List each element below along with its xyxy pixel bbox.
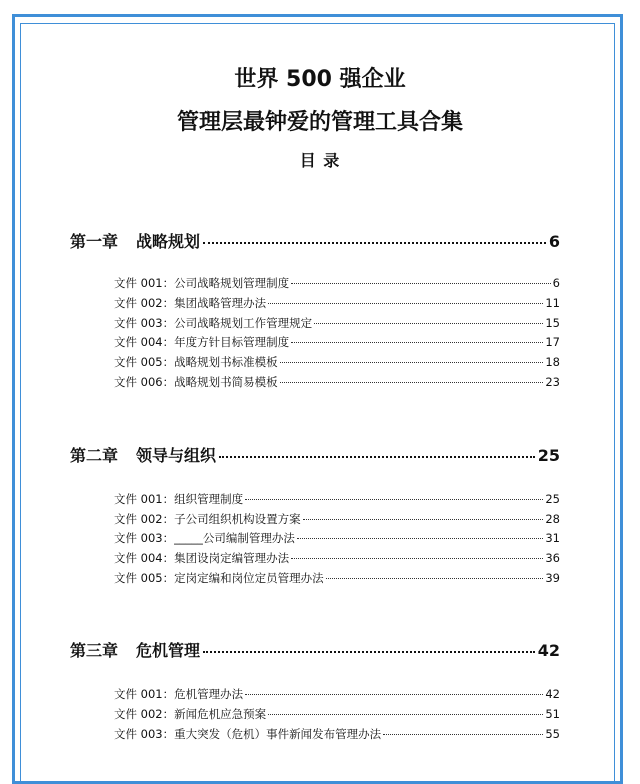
toc-entry[interactable] xyxy=(114,570,560,586)
chapter-3-heading[interactable] xyxy=(70,638,560,661)
entry-page: 55 xyxy=(545,727,560,741)
document-title: 世界 500 强企业 xyxy=(234,67,406,92)
entry-label: 文件 004：年度方针目标管理制度 xyxy=(114,335,290,349)
entry-label: 文件 005：定岗定编和岗位定员管理办法 xyxy=(114,571,324,585)
entry-label: 文件 002：集团战略管理办法 xyxy=(114,296,267,310)
entry-label: 文件 006：战略规划书简易模板 xyxy=(114,375,278,389)
entry-page: 31 xyxy=(545,531,560,545)
entry-page: 36 xyxy=(545,551,560,565)
toc-entry[interactable] xyxy=(114,686,560,702)
entry-label: 文件 004：集团设岗定编管理办法 xyxy=(114,551,290,565)
dot-leader xyxy=(245,694,543,695)
dot-leader xyxy=(203,651,535,653)
entry-label: 文件 002：子公司组织机构设置方案 xyxy=(114,512,301,526)
toc-entry[interactable] xyxy=(114,275,560,291)
toc-entry[interactable] xyxy=(114,374,560,390)
toc-entry[interactable] xyxy=(114,530,560,546)
chapter-page: 25 xyxy=(537,446,560,465)
entry-page: 18 xyxy=(545,355,560,369)
toc-entry[interactable] xyxy=(114,726,560,742)
dot-leader xyxy=(268,303,543,304)
toc-entry[interactable] xyxy=(114,334,560,350)
toc-entry[interactable] xyxy=(114,295,560,311)
chapter-number: 第二章 xyxy=(70,446,119,465)
dot-leader xyxy=(326,578,544,579)
entry-page: 23 xyxy=(545,375,560,389)
dot-leader xyxy=(303,519,544,520)
toc-entry[interactable] xyxy=(114,706,560,722)
dot-leader xyxy=(291,558,543,559)
toc-entry[interactable] xyxy=(114,511,560,527)
dot-leader xyxy=(219,456,535,458)
chapter-title: 领导与组织 xyxy=(136,446,217,465)
dot-leader xyxy=(291,342,543,343)
dot-leader xyxy=(291,283,551,284)
entry-label: 文件 003：_____公司编制管理办法 xyxy=(114,531,295,545)
dot-leader xyxy=(280,362,544,363)
entry-label: 文件 001：公司战略规划管理制度 xyxy=(114,276,290,290)
toc-entry[interactable] xyxy=(114,354,560,370)
document-subtitle: 管理层最钟爱的管理工具合集 xyxy=(176,110,463,135)
entry-page: 11 xyxy=(545,296,560,310)
chapter-number: 第三章 xyxy=(70,641,119,660)
chapter-number: 第一章 xyxy=(70,232,119,251)
dot-leader xyxy=(280,382,544,383)
dot-leader xyxy=(245,499,543,500)
entry-page: 25 xyxy=(545,492,560,506)
chapter-title: 危机管理 xyxy=(136,641,201,660)
entry-label: 文件 001：组织管理制度 xyxy=(114,492,244,506)
chapter-page: 42 xyxy=(537,641,560,660)
entry-page: 28 xyxy=(545,512,560,526)
entry-label: 文件 005：战略规划书标准模板 xyxy=(114,355,278,369)
entry-page: 51 xyxy=(545,707,560,721)
dot-leader xyxy=(297,538,544,539)
entry-page: 6 xyxy=(552,276,560,290)
toc-entry[interactable] xyxy=(114,550,560,566)
entry-label: 文件 003：公司战略规划工作管理规定 xyxy=(114,316,313,330)
dot-leader xyxy=(203,242,546,244)
entry-label: 文件 001：危机管理办法 xyxy=(114,687,244,701)
dot-leader xyxy=(268,714,543,715)
dot-leader xyxy=(314,323,543,324)
toc-entry[interactable] xyxy=(114,491,560,507)
entry-page: 39 xyxy=(545,571,560,585)
entry-page: 17 xyxy=(545,335,560,349)
chapter-2-heading[interactable] xyxy=(70,443,560,466)
entry-label: 文件 002：新闻危机应急预案 xyxy=(114,707,267,721)
chapter-page: 6 xyxy=(548,232,560,251)
page-border-inner xyxy=(20,23,615,783)
entry-page: 15 xyxy=(545,316,560,330)
entry-label: 文件 003：重大突发（危机）事件新闻发布管理办法 xyxy=(114,727,382,741)
entry-page: 42 xyxy=(545,687,560,701)
chapter-1-heading[interactable] xyxy=(70,229,560,252)
toc-entry[interactable] xyxy=(114,315,560,331)
dot-leader xyxy=(383,734,543,735)
toc-heading: 目 录 xyxy=(299,151,341,170)
chapter-title: 战略规划 xyxy=(136,232,201,251)
